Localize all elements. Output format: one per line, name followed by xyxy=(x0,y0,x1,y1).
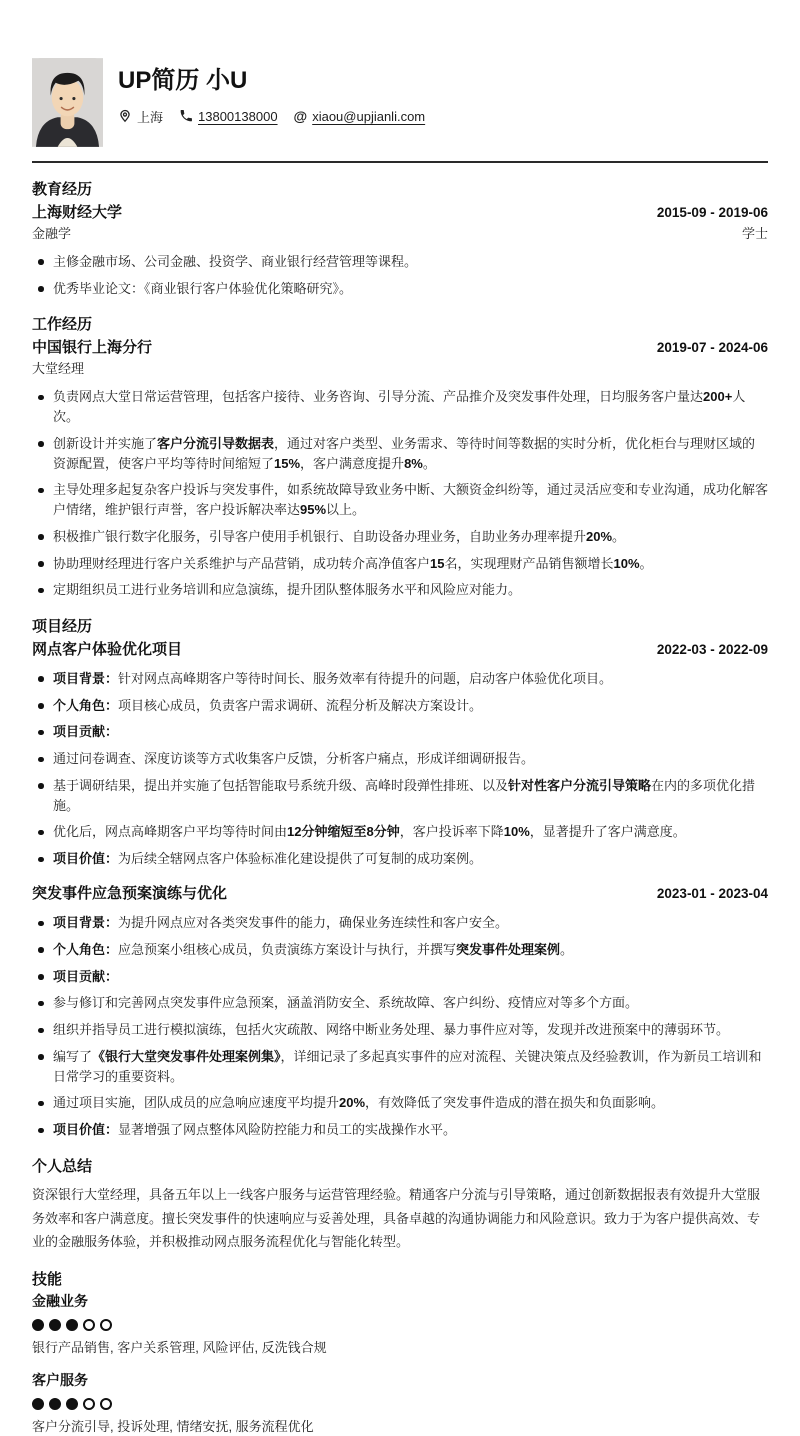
bullet-item: 主导处理多起复杂客户投诉与突发事件，如系统故障导致业务中断、大额资金纠纷等，通过灵活应变和专业沟通，成功化解客户情绪，维护银行声誉，客户投诉解决率达95%以上。 xyxy=(32,480,768,520)
skill-group-customer-service xyxy=(32,1371,768,1436)
bullet-item: 通过问卷调查、深度访谈等方式收集客户反馈，分析客户痛点，形成详细调研报告。 xyxy=(32,749,768,769)
bullet-item: 项目价值：显著增强了网点整体风险防控能力和员工的实战操作水平。 xyxy=(32,1120,768,1140)
email-link[interactable]: xiaou@upjianli.com xyxy=(312,108,426,124)
skill-dot-filled xyxy=(32,1319,44,1331)
profile-photo xyxy=(32,58,103,147)
bullet-item: 主修金融市场、公司金融、投资学、商业银行经营管理等课程。 xyxy=(32,252,768,272)
candidate-name: UP简历 小U xyxy=(118,67,248,94)
skill-dot-empty xyxy=(100,1319,112,1331)
work-sub-row xyxy=(32,360,768,378)
job-title: 大堂经理 xyxy=(32,361,85,377)
phone-icon xyxy=(179,109,193,123)
major-name: 金融学 xyxy=(32,225,72,241)
bullet-item: 组织并指导员工进行模拟演练，包括火灾疏散、网络中断业务处理、暴力事件应对等，发现并改进预案中的薄弱环节。 xyxy=(32,1020,768,1040)
company-name: 中国银行上海分行 xyxy=(32,338,153,356)
bullet-item: 创新设计并实施了客户分流引导数据表，通过对客户类型、业务需求、等待时间等数据的实时分析，优化柜台与理财区域的资源配置，使客户平均等待时间缩短了15%，客户满意度提升8%。 xyxy=(32,434,768,474)
bullet-item: 项目贡献： xyxy=(32,967,768,987)
skills-section xyxy=(0,1270,800,1436)
work-section xyxy=(0,315,800,600)
skill-group-finance xyxy=(32,1292,768,1357)
education-date: 2015-09 - 2019-06 xyxy=(656,204,768,220)
location-text: 上海 xyxy=(137,109,164,125)
email-item xyxy=(294,109,426,124)
location-item xyxy=(118,107,163,126)
bullet-item: 项目背景：针对网点高峰期客户等待时间长、服务效率有待提升的问题，启动客户体验优化项目。 xyxy=(32,669,768,689)
bullet-item: 个人角色：项目核心成员，负责客户需求调研、流程分析及解决方案设计。 xyxy=(32,696,768,716)
education-section xyxy=(0,180,800,298)
skill-dot-filled xyxy=(66,1398,78,1410)
skill-name: 客户服务 xyxy=(32,1372,88,1389)
bullet-item: 负责网点大堂日常运营管理，包括客户接待、业务咨询、引导分流、产品推介及突发事件处理，日均服务客户量达200+人次。 xyxy=(32,387,768,427)
skill-name: 金融业务 xyxy=(32,1293,88,1310)
header-info xyxy=(118,58,425,126)
skills-heading: 技能 xyxy=(32,1270,63,1288)
bullet-item: 积极推广银行数字化服务，引导客户使用手机银行、自助设备办理业务，自助业务办理率提升20%。 xyxy=(32,527,768,547)
project1-date: 2022-03 - 2022-09 xyxy=(656,641,768,657)
bullet-item: 项目贡献： xyxy=(32,722,768,742)
work-entry-row xyxy=(32,338,768,358)
skill-dot-empty xyxy=(83,1398,95,1410)
bullet-item: 优化后，网点高峰期客户平均等待时间由12分钟缩短至8分钟，客户投诉率下降10%，显著提升了客户满意度。 xyxy=(32,822,768,842)
project1-title: 网点客户体验优化项目 xyxy=(32,640,183,658)
bullet-item: 定期组织员工进行业务培训和应急演练，提升团队整体服务水平和风险应对能力。 xyxy=(32,580,768,600)
skill-level-dots xyxy=(32,1398,768,1410)
bullet-item: 基于调研结果，提出并实施了包括智能取号系统升级、高峰时段弹性排班、以及针对性客户分流引导策略在内的多项优化措施。 xyxy=(32,776,768,816)
bullet-item: 项目背景：为提升网点应对各类突发事件的能力，确保业务连续性和客户安全。 xyxy=(32,913,768,933)
header-divider xyxy=(32,161,768,163)
skill-dot-filled xyxy=(49,1319,61,1331)
bullet-item: 通过项目实施，团队成员的应急响应速度平均提升20%，有效降低了突发事件造成的潜在损失和负面影响。 xyxy=(32,1093,768,1113)
projects-section xyxy=(0,617,800,1140)
project2-title: 突发事件应急预案演练与优化 xyxy=(32,884,228,902)
skill-keywords: 银行产品销售, 客户关系管理, 风险评估, 反洗钱合规 xyxy=(32,1339,327,1355)
project1-bullets xyxy=(32,669,768,869)
project1-entry-row xyxy=(32,640,768,660)
bullet-item: 优秀毕业论文：《商业银行客户体验优化策略研究》。 xyxy=(32,279,768,299)
work-heading: 工作经历 xyxy=(32,316,93,334)
summary-heading: 个人总结 xyxy=(32,1157,93,1175)
summary-section xyxy=(0,1157,800,1253)
contact-row xyxy=(118,107,425,126)
work-bullets xyxy=(32,387,768,600)
bullet-item: 参与修订和完善网点突发事件应急预案，涵盖消防安全、系统故障、客户纠纷、疫情应对等多个方面。 xyxy=(32,993,768,1013)
profile-photo-illustration xyxy=(32,58,103,147)
education-sub-row xyxy=(32,225,768,243)
degree-name: 学士 xyxy=(741,225,768,241)
skill-dot-filled xyxy=(66,1319,78,1331)
education-entry-row xyxy=(32,203,768,223)
education-bullets xyxy=(32,252,768,299)
location-pin-icon xyxy=(118,109,132,123)
bullet-item: 项目价值：为后续全辖网点客户体验标准化建设提供了可复制的成功案例。 xyxy=(32,849,768,869)
education-heading: 教育经历 xyxy=(32,181,93,198)
projects-heading: 项目经历 xyxy=(32,618,93,636)
skill-keywords: 客户分流引导, 投诉处理, 情绪安抚, 服务流程优化 xyxy=(32,1418,314,1434)
resume-header xyxy=(0,0,800,147)
school-name: 上海财经大学 xyxy=(32,203,123,221)
skill-dot-empty xyxy=(100,1398,112,1410)
project2-bullets xyxy=(32,913,768,1140)
skill-dot-filled xyxy=(32,1398,44,1410)
phone-link[interactable]: 13800138000 xyxy=(198,108,278,124)
skill-level-dots xyxy=(32,1319,768,1331)
project2-date: 2023-01 - 2023-04 xyxy=(656,885,768,901)
bullet-item: 个人角色：应急预案小组核心成员，负责演练方案设计与执行，并撰写突发事件处理案例。 xyxy=(32,940,768,960)
summary-text: 资深银行大堂经理，具备五年以上一线客户服务与运营管理经验。精通客户分流与引导策略，通过创新数据报表有效提升大堂服务效率和客户满意度。擅长突发事件的快速响应与妥善处理，具备卓越的沟通协调能力和风险意识。致力于为客户提供高效、专业的金融服务体验，并积极推动网点服务流程优化与智能化转型。 xyxy=(32,1187,761,1249)
work-date: 2019-07 - 2024-06 xyxy=(656,339,768,355)
phone-item xyxy=(179,109,278,124)
bullet-item: 协助理财经理进行客户关系维护与产品营销，成功转介高净值客户15名，实现理财产品销售额增长10%。 xyxy=(32,554,768,574)
email-at-icon: @ xyxy=(293,108,308,125)
skill-dot-filled xyxy=(49,1398,61,1410)
skill-dot-empty xyxy=(83,1319,95,1331)
project2-entry-row xyxy=(32,884,768,904)
bullet-item: 编写了《银行大堂突发事件处理案例集》，详细记录了多起真实事件的应对流程、关键决策点及经验教训，作为新员工培训和日常学习的重要资料。 xyxy=(32,1047,768,1087)
